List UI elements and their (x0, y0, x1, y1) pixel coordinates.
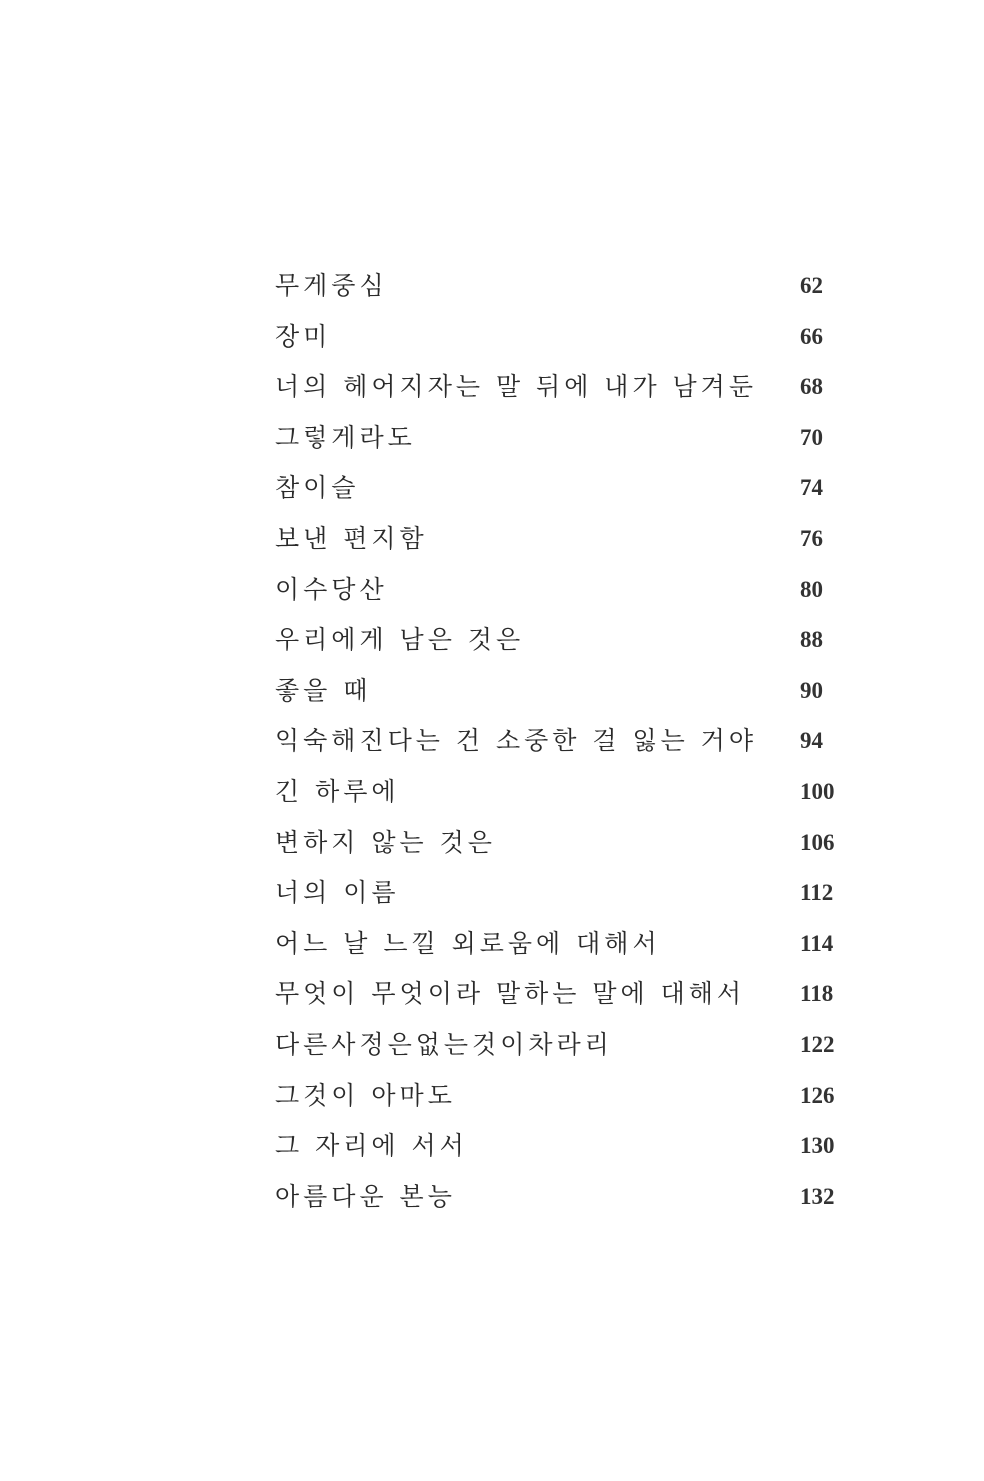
toc-entry (275, 567, 855, 618)
toc-entry (275, 617, 855, 668)
toc-entry-page: 100 (800, 778, 835, 804)
toc-entry (275, 415, 855, 466)
toc-entry-page: 90 (800, 677, 823, 703)
toc-entry-page: 122 (800, 1031, 835, 1057)
toc-entry-page: 118 (800, 981, 834, 1007)
toc-entry-page: 132 (800, 1183, 835, 1209)
toc-entry-page: 68 (800, 374, 823, 400)
toc-entry-title: 무게중심 (275, 271, 388, 300)
toc-entry (275, 1073, 855, 1124)
toc-entry-page: 74 (800, 475, 823, 501)
toc-entry (275, 870, 855, 921)
toc-entry (275, 820, 855, 871)
toc-entry-title: 익숙해진다는 건 소중한 걸 잃는 거야 (275, 726, 757, 756)
toc-entry (275, 1123, 855, 1174)
toc-entry-page: 126 (800, 1082, 835, 1108)
toc-entry-title: 너의 이름 (275, 878, 400, 908)
toc-entry (275, 364, 855, 415)
toc-entry (275, 263, 855, 314)
toc-entry-title: 장미 (275, 321, 332, 351)
toc-entry-title: 아름다운 본능 (275, 1181, 456, 1211)
toc-entry-title: 다른사정은없는것이차라리 (275, 1029, 613, 1059)
toc-entry-title: 긴 하루에 (275, 776, 400, 806)
toc-entry-page: 66 (800, 323, 823, 349)
toc-entry-title: 변하지 않는 것은 (275, 827, 496, 857)
toc-entry-title: 우리에게 남은 것은 (275, 625, 525, 655)
toc-entry-title: 보낸 편지함 (275, 523, 428, 553)
toc-entry-page: 112 (800, 880, 834, 906)
toc-entry-title: 어느 날 느낄 외로움에 대해서 (275, 928, 661, 958)
toc-entry (275, 1174, 855, 1225)
toc-entry (275, 718, 855, 769)
toc-entry-page: 114 (800, 930, 834, 956)
toc-entry-title: 그 자리에 서서 (275, 1131, 468, 1161)
toc-entry-title: 그것이 아마도 (275, 1080, 456, 1110)
toc-entry (275, 971, 855, 1022)
toc-entry-title: 그렇게라도 (275, 422, 416, 452)
toc-entry-title: 무엇이 무엇이라 말하는 말에 대해서 (275, 979, 746, 1009)
toc-entry-page: 76 (800, 525, 823, 551)
toc-entry-title: 참이슬 (275, 473, 360, 503)
toc-entry (275, 314, 855, 365)
table-of-contents (275, 263, 855, 1224)
toc-entry (275, 921, 855, 972)
toc-entry-page: 88 (800, 627, 823, 653)
toc-entry-title: 이수당산 (275, 574, 388, 604)
toc-entry (275, 465, 855, 516)
toc-entry (275, 1022, 855, 1073)
toc-entry (275, 516, 855, 567)
toc-entry-title: 좋을 때 (275, 675, 372, 705)
toc-entry-title: 너의 헤어지자는 말 뒤에 내가 남겨둔 (275, 372, 757, 402)
toc-entry-page: 106 (800, 829, 835, 855)
toc-entry-page: 70 (800, 424, 823, 450)
toc-entry-page: 130 (800, 1133, 835, 1159)
toc-entry (275, 769, 855, 820)
toc-entry-page: 94 (800, 728, 823, 754)
toc-entry (275, 668, 855, 719)
toc-entry-page: 62 (800, 273, 823, 298)
toc-entry-page: 80 (800, 576, 823, 602)
